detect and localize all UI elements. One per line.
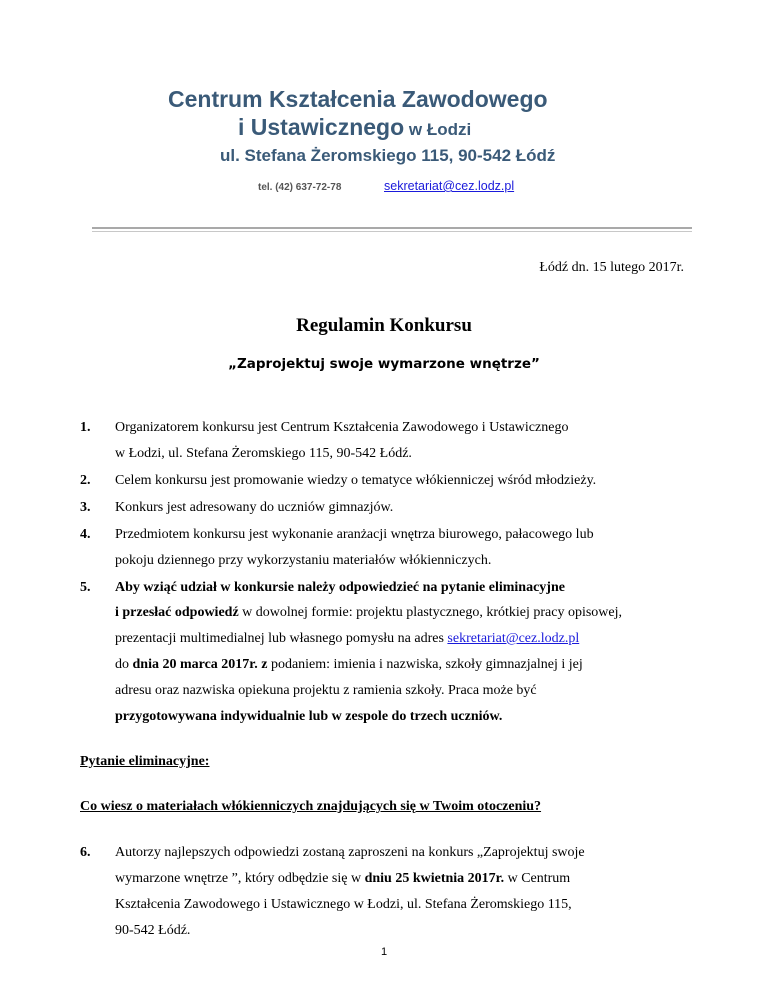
item-5-line-4 — [115, 657, 583, 673]
item-6-line-2 — [115, 871, 570, 887]
item-6-event-date: dniu 25 kwietnia 2017r. — [364, 871, 505, 886]
item-5-line-3 — [115, 631, 579, 647]
letterhead-address: ul. Stefana Żeromskiego 115, 90-542 Łódź — [220, 146, 556, 165]
item-5-line-2-rest: w dowolnej formie: projektu plastycznego, krótkiej pracy opisowej, — [238, 605, 623, 620]
item-3-line-1: Konkurs jest adresowany do uczniów gimnazjów. — [115, 500, 394, 515]
document-date: Łódź dn. 15 lutego 2017r. — [539, 260, 684, 275]
letterhead-phone: tel. (42) 637-72-78 — [258, 182, 342, 193]
item-4-line-1: Przedmiotem konkursu jest wykonanie aranżacji wnętrza biurowego, pałacowego lub — [115, 527, 594, 542]
item-5-number: 5. — [80, 580, 91, 595]
letterhead-line2-main: i Ustawicznego — [238, 114, 405, 140]
item-5-line-1: Aby wziąć udział w konkursie należy odpowiedzieć na pytanie eliminacyjne — [115, 580, 565, 595]
item-5-line-4-a: do — [115, 657, 133, 672]
item-6-line-3: Kształcenia Zawodowego i Ustawicznego w Łodzi, ul. Stefana Żeromskiego 115, — [115, 897, 572, 912]
letterhead-email-link[interactable]: sekretariat@cez.lodz.pl — [384, 179, 515, 193]
item-5-line-5: adresu oraz nazwiska opiekuna projektu z ramienia szkoły. Praca może być — [115, 683, 537, 698]
item-6-line-1: Autorzy najlepszych odpowiedzi zostaną zaproszeni na konkurs „Zaprojektuj swoje — [115, 845, 585, 860]
elimination-question: Co wiesz o materiałach włókienniczych znajdujących się w Twoim otoczeniu? — [80, 799, 542, 814]
item-4-number: 4. — [80, 527, 91, 542]
item-5-line-6: przygotowywana indywidualnie lub w zespole do trzech uczniów. — [115, 709, 503, 724]
item-2-line-1: Celem konkursu jest promowanie wiedzy o tematyce włókienniczej wśród młodzieży. — [115, 473, 597, 488]
item-5-email-link[interactable]: sekretariat@cez.lodz.pl — [447, 631, 580, 646]
item-6-line-2-c: w Centrum — [504, 871, 571, 886]
item-5-line-4-c: podaniem: imienia i nazwiska, szkoły gimnazjalnej i jej — [267, 657, 583, 672]
item-5-line-2 — [115, 605, 622, 621]
item-6-line-2-a: wymarzone wnętrze ”, który odbędzie się w — [115, 871, 365, 886]
item-1-number: 1. — [80, 420, 91, 435]
item-1-line-2: w Łodzi, ul. Stefana Żeromskiego 115, 90-542 Łódź. — [115, 446, 412, 461]
item-3-number: 3. — [80, 500, 91, 515]
item-5-line-3-text: prezentacji multimedialnej lub własnego pomysłu na adres — [115, 631, 448, 646]
item-1-line-1: Organizatorem konkursu jest Centrum Kształcenia Zawodowego i Ustawicznego — [115, 420, 569, 435]
letterhead-line2-city: w Łodzi — [404, 120, 472, 139]
document-title: Regulamin Konkursu — [296, 315, 472, 336]
letterhead-institution-name-2 — [238, 114, 471, 141]
page-number: 1 — [380, 946, 388, 958]
item-6-line-4: 90-542 Łódź. — [115, 923, 191, 938]
item-5-deadline: dnia 20 marca 2017r. z — [132, 657, 268, 672]
question-heading: Pytanie eliminacyjne: — [80, 754, 210, 769]
letterhead-institution-name: Centrum Kształcenia Zawodowego — [168, 86, 548, 112]
header-divider — [92, 227, 692, 229]
item-4-line-2: pokoju dziennego przy wykorzystaniu materiałów włókienniczych. — [115, 553, 492, 568]
item-6-number: 6. — [80, 845, 91, 860]
item-5-line-2-bold: i przesłać odpowiedź — [115, 605, 239, 620]
document-subtitle: „Zaprojektuj swoje wymarzone wnętrze” — [228, 356, 540, 372]
item-2-number: 2. — [80, 473, 91, 488]
header-divider-thin — [92, 231, 692, 232]
